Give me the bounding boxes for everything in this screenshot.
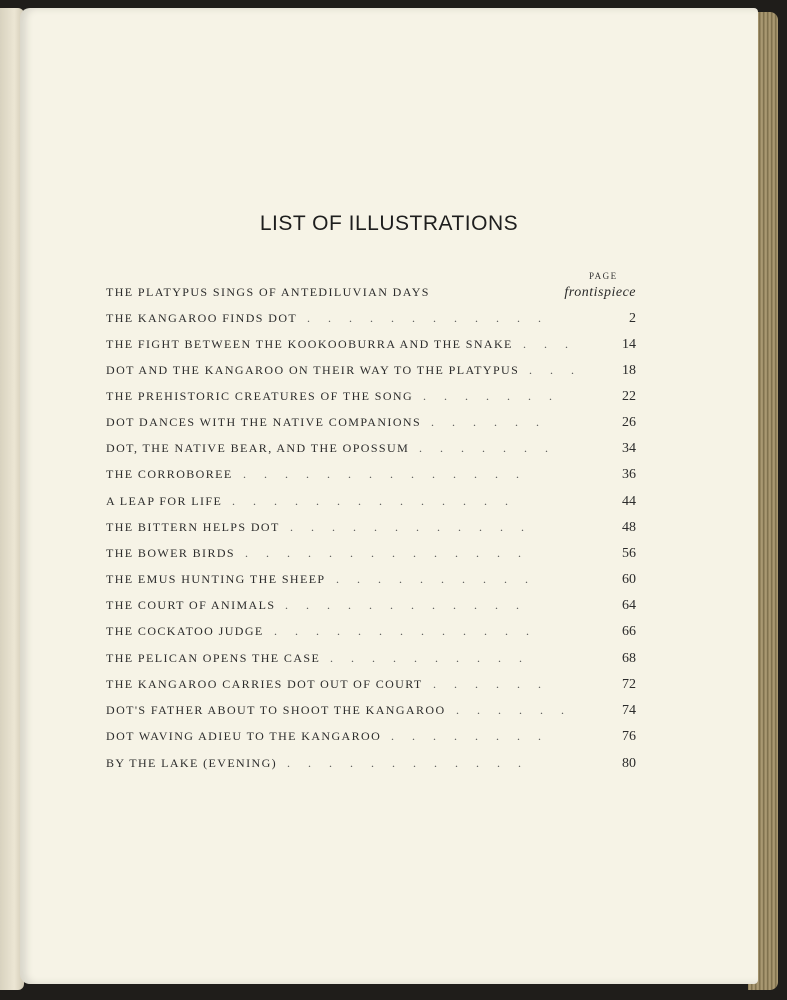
illustration-page-number: 76 xyxy=(622,729,636,744)
illustration-page-number: 64 xyxy=(622,598,636,613)
illustration-title: BY THE LAKE (EVENING) xyxy=(106,756,278,770)
illustration-entry xyxy=(106,337,636,357)
illustration-entry xyxy=(106,598,636,618)
illustration-entry xyxy=(106,363,636,383)
dot-leader: . . . . . . . . . . xyxy=(336,572,528,586)
illustration-page-number: 34 xyxy=(622,441,636,456)
illustration-entry xyxy=(106,415,636,435)
dot-leader: . . . . . . . xyxy=(419,441,548,455)
illustration-page-number: 60 xyxy=(622,572,636,587)
illustration-entry xyxy=(106,285,636,305)
illustration-title: A LEAP FOR LIFE xyxy=(106,494,223,508)
illustration-page-number: 18 xyxy=(622,363,636,378)
illustration-page-number: 26 xyxy=(622,415,636,430)
illustration-title: THE EMUS HUNTING THE SHEEP xyxy=(106,572,326,586)
book-page xyxy=(20,8,758,984)
dot-leader: . . . . . . . . . . . . . . xyxy=(232,494,508,508)
illustration-title: THE PREHISTORIC CREATURES OF THE SONG xyxy=(106,389,414,403)
dot-leader: . . . . . . xyxy=(433,677,541,691)
dot-leader: . . . . . . . . . . . . xyxy=(307,311,541,325)
illustration-title: DOT WAVING ADIEU TO THE KANGAROO xyxy=(106,729,382,743)
illustration-page-number: 74 xyxy=(622,703,636,718)
illustration-title: THE CORROBOREE xyxy=(106,467,233,481)
illustration-page-number: 2 xyxy=(629,311,636,326)
illustration-entry xyxy=(106,651,636,671)
illustration-title: THE FIGHT BETWEEN THE KOOKOOBURRA AND THE SNAKE xyxy=(106,337,513,351)
dot-leader: . . . . . . . . . . . . . . xyxy=(245,546,521,560)
illustration-entry xyxy=(106,494,636,514)
illustration-title: THE PELICAN OPENS THE CASE xyxy=(106,651,321,665)
dot-leader: . . . . . . . . . . . . xyxy=(285,598,519,612)
illustration-title: THE COURT OF ANIMALS xyxy=(106,598,276,612)
illustration-title: THE KANGAROO CARRIES DOT OUT OF COURT xyxy=(106,677,423,691)
illustration-page-number: 14 xyxy=(622,337,636,352)
dot-leader: . . . . . . . . . . . . . . xyxy=(243,467,519,481)
dot-leader: . . . . . . . . . . xyxy=(330,651,522,665)
illustration-entry xyxy=(106,703,636,723)
illustration-title: THE BITTERN HELPS DOT xyxy=(106,520,280,534)
illustration-page-number: 48 xyxy=(622,520,636,535)
dot-leader: . . . . . . . . . . . . . xyxy=(274,624,529,638)
dot-leader: . . . . . . xyxy=(431,415,539,429)
illustration-entry xyxy=(106,389,636,409)
illustration-page-number: 56 xyxy=(622,546,636,561)
illustration-page-number: 44 xyxy=(622,494,636,509)
illustration-entry xyxy=(106,624,636,644)
illustration-title: THE BOWER BIRDS xyxy=(106,546,235,560)
illustration-entry xyxy=(106,729,636,749)
illustration-entry xyxy=(106,572,636,592)
dot-leader: . . . . . . . . . . . . xyxy=(290,520,524,534)
illustration-page-number: 22 xyxy=(622,389,636,404)
illustration-title: THE PLATYPUS SINGS OF ANTEDILUVIAN DAYS xyxy=(106,285,430,299)
illustration-entry xyxy=(106,677,636,697)
illustration-title: DOT'S FATHER ABOUT TO SHOOT THE KANGAROO xyxy=(106,703,446,717)
illustration-title: THE KANGAROO FINDS DOT xyxy=(106,311,298,325)
illustration-entry xyxy=(106,311,636,331)
illustration-entry xyxy=(106,441,636,461)
illustration-entry xyxy=(106,546,636,566)
illustration-title: DOT AND THE KANGAROO ON THEIR WAY TO THE PLATYPUS xyxy=(106,363,520,377)
dot-leader: . . . xyxy=(529,363,574,377)
illustration-page-number: 68 xyxy=(622,651,636,666)
dot-leader: . . . . . . . . xyxy=(391,729,541,743)
illustration-entry xyxy=(106,756,636,776)
illustration-page-number: 66 xyxy=(622,624,636,639)
illustration-page-number: 72 xyxy=(622,677,636,692)
illustration-entry xyxy=(106,467,636,487)
illustration-title: DOT DANCES WITH THE NATIVE COMPANIONS xyxy=(106,415,422,429)
illustration-title: THE COCKATOO JUDGE xyxy=(106,624,264,638)
illustration-entry xyxy=(106,520,636,540)
illustration-title: DOT, THE NATIVE BEAR, AND THE OPOSSUM xyxy=(106,441,410,455)
page-column-heading: PAGE xyxy=(589,271,618,281)
illustration-page-number: 80 xyxy=(622,756,636,771)
dot-leader: . . . xyxy=(523,337,568,351)
dot-leader: . . . . . . xyxy=(456,703,564,717)
page-title: LIST OF ILLUSTRATIONS xyxy=(259,212,519,235)
illustration-page-number: frontispiece xyxy=(564,285,636,300)
dot-leader: . . . . . . . xyxy=(423,389,552,403)
illustration-page-number: 36 xyxy=(622,467,636,482)
dot-leader: . . . . . . . . . . . . xyxy=(287,756,521,770)
